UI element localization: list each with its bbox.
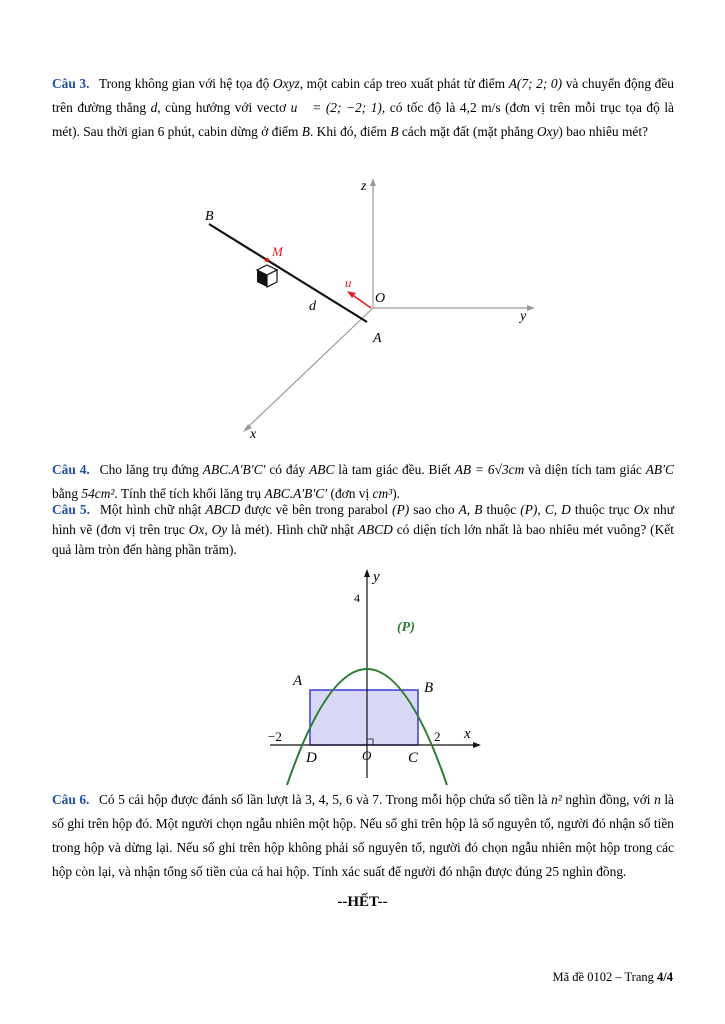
- q3-oxyz: Oxyz: [272, 76, 300, 91]
- label-z: z: [361, 179, 367, 194]
- q4-prism: ABC.A′B′C′: [202, 462, 266, 477]
- q6-n: n: [654, 792, 661, 807]
- label-d: d: [309, 299, 316, 314]
- q5-parabola: (P): [392, 502, 410, 517]
- question-3: [52, 72, 674, 144]
- question-6-label: Câu 6.: [52, 792, 90, 807]
- q5-figure: [250, 563, 490, 788]
- cabin-cube-icon: [257, 265, 277, 287]
- line-d: [209, 224, 367, 322]
- q5-ox: Ox: [633, 502, 650, 517]
- y-arrow-icon: [527, 305, 535, 311]
- q3-figure: [195, 170, 545, 445]
- label-d: D: [306, 750, 317, 766]
- q6-text-2: nghìn đồng, với: [561, 792, 655, 807]
- q3-text-1: Trong không gian với hệ tọa độ: [98, 76, 273, 91]
- q3-vector: u⃗ = (2; −2; 1): [290, 100, 382, 115]
- label-u: u: [345, 275, 352, 290]
- q5-text-3: sao cho: [409, 502, 459, 517]
- label-4: 4: [354, 591, 360, 605]
- label-b: B: [424, 680, 434, 696]
- label-p: (P): [397, 620, 415, 635]
- footer-code: Mã đề 0102 – Trang: [552, 970, 658, 984]
- label-b: B: [205, 209, 214, 224]
- q3-oxy: Oxy: [536, 124, 559, 139]
- question-3-label: Câu 3.: [52, 76, 90, 91]
- question-4-label: Câu 4.: [52, 462, 90, 477]
- q4-triangle: AB′C: [645, 462, 674, 477]
- q3-text-3: và chuyển động đều trên đường thẳng: [52, 76, 674, 115]
- q5-text-7: như hình vẽ (đơn vị trên trục: [52, 502, 674, 537]
- footer-page: 4/4: [657, 970, 673, 984]
- q6-text-3: là số ghi trên hộp đó. Một người chọn ngẫu nhiên một hộp. Nếu số ghi trên hộp là số nguyên tố, người đó nhận số tiền trong hộp và dừng lại. Nếu số ghi trên hộp không phải số nguyên tố, người đó chọn ngẫu nhiên một hộp trong các hộp còn lại, và nhận tổng số tiền của cả hai hộp. Tính xác suất để người đó nhận được đúng 25 nghìn đồng.: [52, 792, 674, 879]
- z-arrow-icon: [370, 178, 376, 186]
- q4-base: ABC: [309, 462, 335, 477]
- question-5: [52, 500, 674, 560]
- label-o: O: [362, 748, 372, 763]
- q3-text-8: ) bao nhiêu mét?: [558, 124, 648, 139]
- q5-text-6: thuộc trục: [570, 502, 634, 517]
- q3-line-d: d: [150, 100, 158, 115]
- q4-text-1: Cho lăng trụ đứng: [99, 462, 203, 477]
- label-2: 2: [434, 729, 441, 744]
- q5-text-9: có diện tích lớn nhất là bao nhiêu mét vuông? (Kết quả làm tròn đến hàng phần trăm).: [52, 522, 674, 557]
- end-marker: --HẾT--: [337, 894, 388, 910]
- q3-text-5: , có tốc độ là 4,2 m/s (đơn vị trên mỗi trục tọa độ là mét). Sau thời gian 6 phút, cabin dừng ở điểm: [52, 100, 675, 139]
- label-y: y: [520, 309, 527, 324]
- question-4: [52, 458, 674, 506]
- q4-text-8: ).: [392, 486, 400, 501]
- q6-text-1: Có 5 cái hộp được đánh số lần lượt là 3, 4, 5, 6 và 7. Trong mỗi hộp chứa số tiền là: [98, 792, 552, 807]
- q3-point-a: A(7; 2; 0): [508, 76, 563, 91]
- label-c: C: [408, 750, 419, 766]
- label-o: O: [375, 291, 386, 306]
- q3-text-6: . Khi đó, điểm: [309, 124, 391, 139]
- q5-oxoy: Ox, Oy: [188, 522, 228, 537]
- q5-text-8: là mét). Hình chữ nhật: [227, 522, 358, 537]
- y-arrow-icon: [364, 569, 370, 577]
- vector-u: [351, 294, 371, 308]
- question-6: [52, 788, 674, 884]
- q5-abcd-2: ABCD: [357, 522, 393, 537]
- q4-text-7: (đơn vị: [327, 486, 373, 501]
- q4-prism-2: ABC.A′B′C′: [264, 486, 328, 501]
- q3-text-4: , cùng hướng với vectơ: [157, 100, 291, 115]
- q3-point-b-2: B: [390, 124, 399, 139]
- question-5-label: Câu 5.: [52, 502, 90, 517]
- q5-text-1: Một hình chữ nhật: [100, 502, 206, 517]
- point-m: [265, 258, 269, 262]
- label-y: y: [373, 569, 380, 585]
- q5-abcd: ABCD: [205, 502, 241, 517]
- q3-point-b: B: [301, 124, 310, 139]
- x-arrow-icon: [473, 742, 481, 748]
- label-x: x: [464, 726, 471, 742]
- q5-text-5: ,: [537, 502, 545, 517]
- q4-ab: AB = 6√3cm: [454, 462, 525, 477]
- q4-text-5: bằng: [52, 486, 82, 501]
- q5-cd: C, D: [544, 502, 571, 517]
- q6-n2: n²: [551, 792, 562, 807]
- q5-parabola-2: (P): [520, 502, 538, 517]
- label-m: M: [272, 244, 283, 259]
- label-a: A: [293, 673, 303, 689]
- label-x: x: [250, 427, 257, 442]
- page-footer: [552, 970, 673, 985]
- q4-area: 54cm²: [81, 486, 115, 501]
- q3-text-7: cách mặt đất (mặt phẳng: [398, 124, 537, 139]
- x-axis: [247, 308, 373, 428]
- q4-text-3: là tam giác đều. Biết: [334, 462, 455, 477]
- q4-text-2: có đáy: [265, 462, 310, 477]
- q5-text-2: được vẽ bên trong parabol: [240, 502, 393, 517]
- q4-text-6: . Tính thể tích khối lăng trụ: [114, 486, 265, 501]
- label-minus-2: −2: [268, 729, 282, 744]
- q4-unit: cm³: [372, 486, 393, 501]
- q4-text-4: và diện tích tam giác: [524, 462, 646, 477]
- q5-text-4: thuộc: [482, 502, 521, 517]
- label-a: A: [373, 331, 382, 346]
- q5-ab: A, B: [458, 502, 483, 517]
- q3-text-2: , một cabin cáp treo xuất phát từ điểm: [299, 76, 509, 91]
